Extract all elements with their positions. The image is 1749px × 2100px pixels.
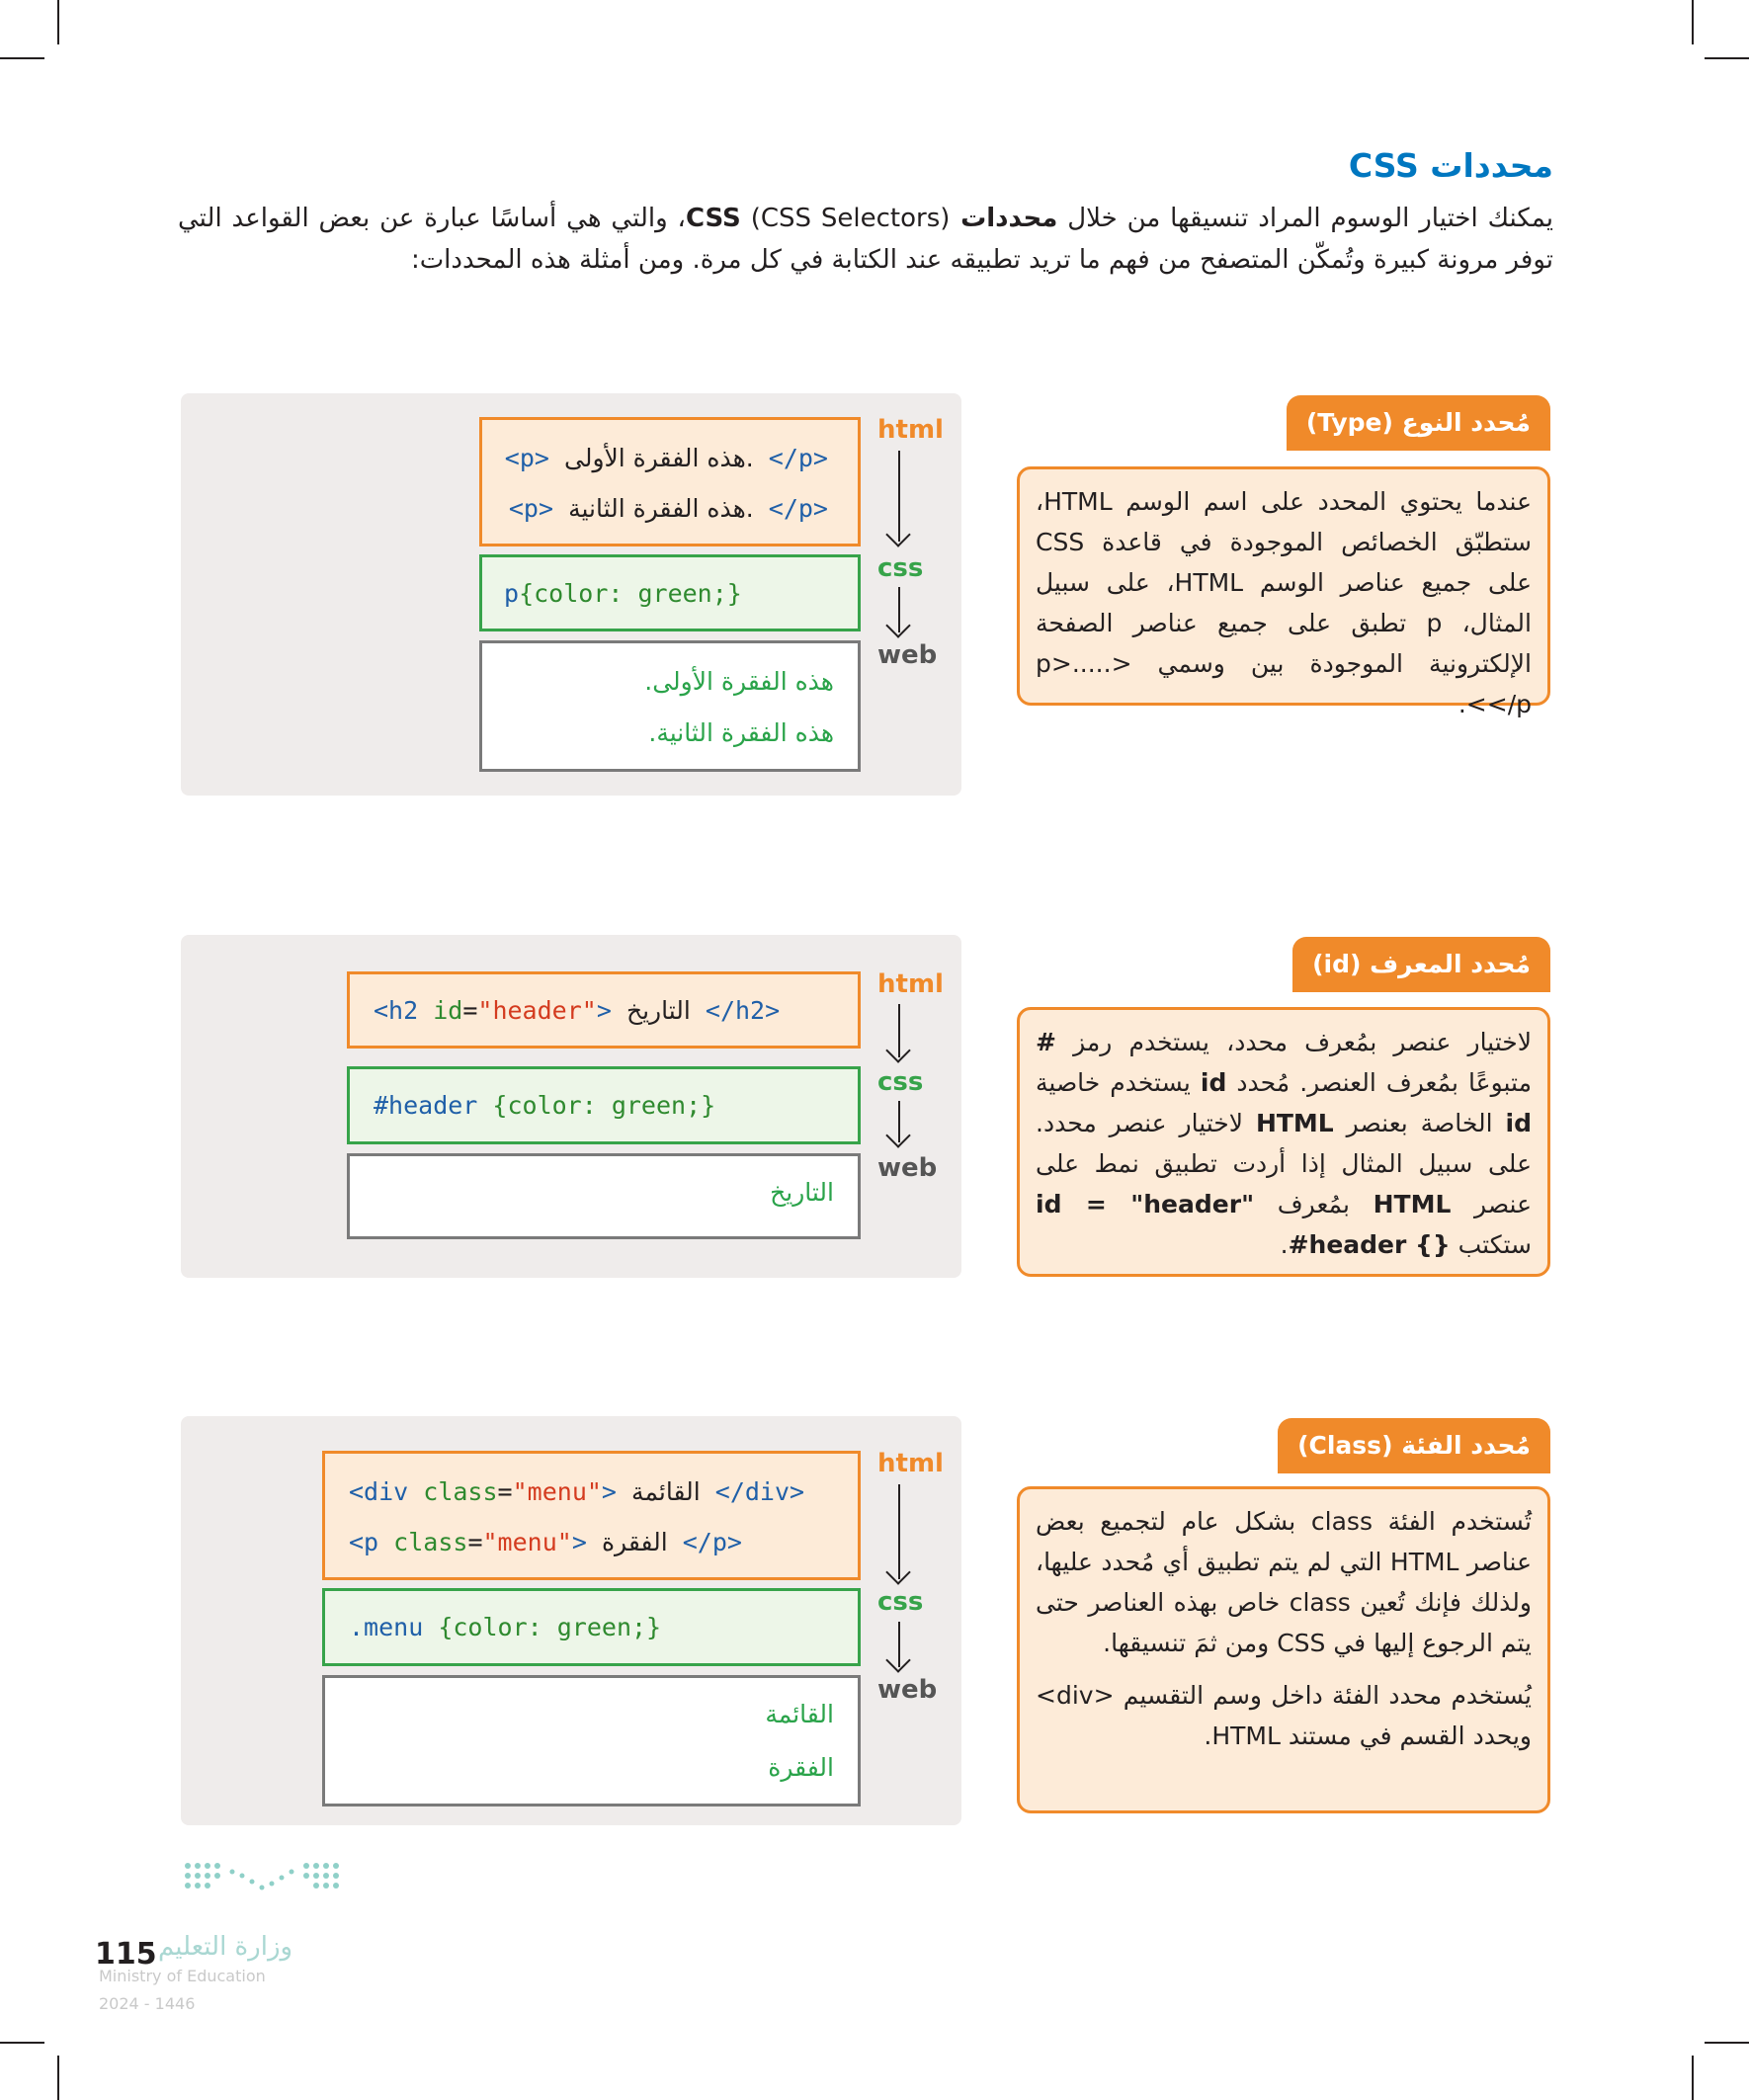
- arrow-down-icon: [898, 587, 900, 632]
- flow-label-web: web: [877, 1153, 938, 1183]
- crop-mark: [1692, 0, 1694, 44]
- crop-mark: [1705, 57, 1749, 59]
- flow-label-web: web: [877, 1675, 938, 1705]
- crop-mark: [1705, 2042, 1749, 2044]
- flow-label-html: html: [877, 1449, 944, 1478]
- class-selector-tab: مُحدد الفئة (Class): [1278, 1418, 1550, 1473]
- arrow-down-icon: [898, 1622, 900, 1667]
- id-web-output-box: التاريخ: [347, 1153, 861, 1239]
- edition-year: 2024 - 1446: [99, 1994, 196, 2013]
- id-css-code-box: #header {color: green;}: [347, 1066, 861, 1144]
- section-title: محددات CSS: [1348, 146, 1553, 185]
- flow-label-html: html: [877, 969, 944, 999]
- ministry-name-arabic: وزارة التعليم: [158, 1932, 293, 1962]
- flow-label-html: html: [877, 415, 944, 445]
- type-selector-tab: مُحدد النوع (Type): [1287, 395, 1550, 451]
- crop-mark: [57, 2056, 59, 2100]
- type-css-code-box: p{color: green;}: [479, 554, 861, 631]
- arrow-down-icon: [898, 451, 900, 542]
- flow-label-css: css: [877, 1587, 924, 1617]
- arrow-down-icon: [898, 1004, 900, 1057]
- class-selector-description: تُستخدم الفئة class بشكل عام لتجميع بعض عناصر HTML التي لم يتم تطبيق أي مُحدد عليها، ولذلك فإنك تُعين class خاص بهذه العناصر حتى يتم الرجوع إليها في CSS ومن ثمَ تنسيقها. يُستخدم محدد الفئة داخل وسم التقسيم <div> ويحدد القسم في مستند HTML.: [1017, 1486, 1550, 1813]
- arrow-down-icon: [898, 1101, 900, 1142]
- ministry-logo-icon: [178, 1858, 351, 1917]
- crop-mark: [1692, 2056, 1694, 2100]
- flow-label-css: css: [877, 1067, 924, 1097]
- flow-label-web: web: [877, 640, 938, 670]
- crop-mark: [0, 57, 44, 59]
- crop-mark: [0, 2042, 44, 2044]
- crop-mark: [57, 0, 59, 44]
- page-number: 115: [95, 1937, 157, 1972]
- type-html-code-box: <p> هذه الفقرة الأولى. </p> <p> هذه الفقرة الثانية. </p>: [479, 417, 861, 546]
- id-selector-tab: مُحدد المعرف (id): [1292, 937, 1550, 992]
- arrow-down-icon: [898, 1484, 900, 1579]
- class-html-code-box: <div class="menu"> القائمة </div> <p class="menu"> الفقرة </p>: [322, 1451, 861, 1580]
- flow-label-css: css: [877, 553, 924, 583]
- id-selector-description: لاختيار عنصر بمُعرف محدد، يستخدم رمز # متبوعًا بمُعرف العنصر. مُحدد id يستخدم خاصية id الخاصة بعنصر HTML لاختيار عنصر محدد. على سبيل المثال إذا أردت تطبيق نمط على عنصر HTML بمُعرف id = "header" ستكتب #header {}.: [1017, 1007, 1550, 1277]
- intro-paragraph: يمكنك اختيار الوسوم المراد تنسيقها من خلال محددات CSS (CSS Selectors)، والتي هي أساسًا عبارة عن بعض القواعد التي توفر مرونة كبيرة وتُمكّن المتصفح من فهم ما تريد تطبيقه عند الكتابة في كل مرة. ومن أمثلة هذه المحددات:: [178, 204, 1553, 275]
- class-css-code-box: .menu {color: green;}: [322, 1588, 861, 1666]
- class-web-output-box: القائمة الفقرة: [322, 1675, 861, 1806]
- type-web-output-box: هذه الفقرة الأولى. هذه الفقرة الثانية.: [479, 640, 861, 772]
- id-html-code-box: <h2 id="header"> التاريخ </h2>: [347, 971, 861, 1049]
- type-selector-description: عندما يحتوي المحدد على اسم الوسم HTML، ستطبّق الخصائص الموجودة في قاعدة CSS على جميع عناصر الوسم HTML، على سبيل المثال، p تطبق على جميع عناصر الصفحة الإلكترونية الموجودة بين وسمي <p>.....</p>.: [1017, 466, 1550, 706]
- ministry-name-english: Ministry of Education: [99, 1967, 266, 1985]
